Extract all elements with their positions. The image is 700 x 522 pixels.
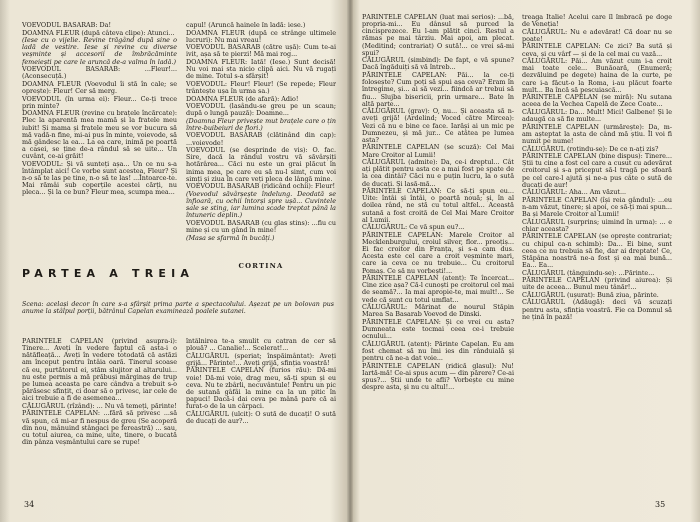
paragraph: PĂRINTELE CAPELAN: Păi... la ce-ți folosește? Cum poți să spui așa ceva? Eram în întregime, și... ai să vezi... fiindcă ar trebui să fiu... Slujba bisericii, prin urmare... Bate în altă parte... <box>362 71 514 108</box>
paragraph: CĂLUGĂRUL: Mărinat de nourul Stăpin Marea Sa Basarab Voevod de Dinski. <box>362 303 514 319</box>
paragraph: CĂLUGĂRUL (tânguindu-se): ...Părinte... <box>522 268 655 277</box>
paragraph: CĂLUGĂRUL (surprins; uimind în urma): ... e chiar aceasta? <box>522 217 672 233</box>
paragraph: DOAMNA FLEUR (după câteva clipe): Atunci... <box>22 28 175 37</box>
paragraph: VOEVODUL BASARAB: Da! <box>22 22 112 29</box>
right-page-column-2 <box>522 14 672 484</box>
paragraph: DOAMNA FLEUR (de afară): Adio! <box>186 94 299 103</box>
paragraph: CĂLUGĂRUL: Ce vă spun eu?... <box>362 223 465 232</box>
page-number: 34 <box>24 500 35 509</box>
paragraph: PĂRINTELE CAPELAN (privind aiurea): Și uite de aceea... Bunul meu tânăr!... <box>522 276 672 292</box>
paragraph: VOEVODUL BASARAB (către ușă): Cum te-ai ivit, așa să te pierzi! Mă mai rog... <box>186 43 336 59</box>
paragraph: PĂRINTELE CAPELAN (bine dispus): Tinere... Știi tu cine a fost cel care a cusut cu adevărat croitorul și s-a priceput să-l tragă pe sfoară pe cel care-l ajută și ne-a pus câte o sută de ducați de aur! <box>522 152 672 189</box>
paragraph: CĂLUGĂRUL (atent): Părinte Capelan. Eu am fost chemat să nu îmi ies din rânduială și pentru că ne-a dat voie... <box>362 339 514 363</box>
paragraph: DOAMNA FLEUR: Iată! (Iese.) Sunt decisă! Nu voi mai sta nicio clipă aici. Nu vă rugați de mine. Totul s-a sfârșit! <box>186 57 336 81</box>
scene-description: Scena: același decor în care s-a sfârșit prima parte a spectacolului. Așezat pe un bolovan pus anume la stâlpul porții, bătrânul Capelan examinează poalele sutanei. <box>22 301 334 316</box>
paragraph: PĂRINTELE CAPELAN (se scuză): Cel Mai Mare Croitor al Lumii! <box>362 143 514 159</box>
page-number: 35 <box>655 500 666 509</box>
paragraph: PĂRINTELE CAPELAN (se miră): Nu sutana aceea de la Vechea Capelă de Zece Coate... <box>522 93 672 109</box>
left-page-column-3 <box>22 338 177 518</box>
paragraph: DOAMNA FLEUR (revine cu brațele încărcate): Plec la aparentă mea mamă și la fratele meu iubit! Și mama și fratele meu se vor bucura să mă vadă-n fine, mi-ai pus în minte, voievode, să mă gândesc la ea... La ea care, inimă pe poartă a casei, se ține de-a rândul să se uite... Un cuvânt, ce-ai grăit! <box>22 109 177 161</box>
paragraph: CĂLUGĂRUL (grav): O, nu... Și aceasta să n-aveți grijă! (Ardelind; Voced către Mircea): Vezi că nu e bine ce face. Iarăși ai un mic pe Dumnezeu, și mă jur... Ce atâtea pe lumea asta? <box>362 107 514 144</box>
paragraph: CĂLUGĂRUL: Nu e adevărat! Că doar nu se poate! <box>522 27 672 43</box>
paragraph: CĂLUGĂRUL: Da... Mult! Mici! Galbene! Și le adaugă ca să fie multe... <box>522 107 672 124</box>
paragraph: capul! (Aruncă hainele în ladă: iese.) <box>186 22 306 29</box>
paragraph: PĂRINTELE CAPELAN: Ce zici? Ba sută și ceva, și cu vârf — și de la cel mai cu vază... <box>522 42 672 58</box>
paragraph: PĂRINTELE CAPELAN (urmărește): Da, m-am așteptat la asta de când mă știu. Îl voi fi numit pe nume! <box>522 122 672 145</box>
left-page-column-2 <box>186 22 336 284</box>
paragraph: PĂRINTELE CAPELAN (ridică glasul): Nu! Iartă-mă! Ce-ai spus acum — din părere? Ce-ai spus?... Știi unde te afli? Vorbește cu mine despre asta, și nu cu altul!... <box>362 361 514 392</box>
stage-direction: (Voevodul săvârșește îndelung. Deodată se înfioară, cu ochii întorși spre ușă... Cuvintele sale se sting, iar lumina scade treptat până la întuneric deplin.) <box>186 189 336 220</box>
paragraph: PĂRINTELE CAPELAN (furios rău): Dă-mi voie! Dă-mi voie, drag meu, să-ți spun și eu ceva. Nu te zbârli, necuvântule! Pentru un pic de sutană gâfâi la mine ca la un pitic în papuci! Dacă-i dai ceva pe mână pare că ai furat-o de la un cârpaci. <box>186 366 336 411</box>
paragraph: PĂRINTELE CAPELAN: ...fără să privesc ...să vă spun, că mi-ar fi nespus de greu (Se acoperă din nou, mânuind stângaci pe fereastră) ... sau, cu totul aiurea, ca mine, uite, tinere, o bucată din pânza veșmântului care se rupe! <box>22 409 177 446</box>
act-title: PARTEA A TREIA <box>22 267 195 280</box>
left-page-column-4 <box>186 338 336 518</box>
paragraph: întâlnirea te-a smulit cu catran de cer să plouă? ... Canalie!... Scelerat!... <box>186 338 336 353</box>
paragraph: CĂLUGĂRUL (ușurat): Bună ziua, părinte. <box>522 290 659 299</box>
paragraph: PĂRINTELE CAPELAN: Ce să-ți spun eu... Uite: întâi și întâi, o poartă nouă; și, în al doilea rând, ne stă cu totul altfel... Această sutană a fost croită de Cel Mai Mare Croitor al Lumii. <box>362 187 514 224</box>
paragraph: VOEVODUL BASARAB (cu glas stins): ...fiu cu mine și cu un gând în mine! <box>186 218 336 235</box>
paragraph: VOEVODUL BASARAB (clătinând din cap): ...voievode! <box>186 131 336 147</box>
paragraph: PĂRINTELE CAPELAN (luat mai serios): ...bă, propria-mi... Eu dânsul să purced la cincisprezece. Eu l-am plătit cinci. Restul a rămas pe mai târziu. Mai apoi, am plecat. (Meditind; contrariat) O sută!... ce vrei să-mi spui? <box>362 14 514 57</box>
paragraph: VOEVODUL BASARAB: ...Fleur!... (Aconsecuță.) <box>22 65 177 81</box>
paragraph: PĂRINTELE CAPELAN (se oprește contrariat; cu chipul ca-n schimb): Da... Ei bine, sunt ceea ce nu trebuia să fie, dar ai dreptate! Ce, Stăpâna noastră ne-a fost și ea mai bună... Ea... Ea... <box>522 232 672 269</box>
paragraph: CĂLUGĂRUL: Aha... Am văzut... <box>522 188 627 197</box>
paragraph: VOEVODUL BASARAB (ridicând ochii): Fleur! <box>186 182 336 191</box>
stage-direction: (Iese cu o vijelie. Revine trăgând după sine o ladă de vestire. Iese și revine cu diverse veșminte și accesorii de îmbrăcăminte femeiești pe care le aruncă de-a valma în ladă.) <box>22 36 177 66</box>
paragraph: CĂLUGĂRUL (simbind): De fapt, e vă spune? Dacă îngăduiți să vă întreb... <box>362 56 514 72</box>
paragraph: DOAMNA FLEUR (după ce strânge ultimele lucruri): Nu mai vreau! <box>186 28 336 44</box>
paragraph: PĂRINTELE CAPELAN: Și ce vrei cu asta? Dumneata este tocmai ceea ce-i trebuie ocnului... <box>362 317 514 341</box>
paragraph: CĂLUGĂRUL (speriat; înspăimântat): Aveți grijă... Părinte!... Aveți grijă, sfinția voastră! <box>186 351 336 367</box>
stage-direction: (Masa se sfarmă în bucăți.) <box>186 233 275 242</box>
paragraph: CĂLUGĂRUL (Adăugă): deci vă scuzați pentru asta, sfinția voastră. Fie ca Domnul să ne țină în pază! <box>522 298 672 321</box>
paragraph: treaga Italie! Acelui care îl îmbracă pe doge de Veneția! <box>522 14 672 29</box>
stage-direction: (Doamna Fleur privește mut brațele care o țin între-buibeiuri de flori.) <box>186 116 336 132</box>
paragraph: DOAMNA FLEUR (Voevodul îi stă în cale; se oprește): Fleur! Cer să merg. <box>22 79 177 95</box>
paragraph: VOEVODUL (se desprinde de vis): O. fac. Sire, dacă la rândul vostru vă săvârșiți hotărârea... Căci nu este un grai plăcut în inima mea, pe care eu să nu-l simt, cum voi simți și ziua în care veți pleca de lângă mine. <box>186 146 336 183</box>
paragraph: CĂLUGĂRUL (ulcit): O sută de ducați! O sută de ducați de aur?... <box>186 409 336 425</box>
paragraph: PĂRINTELE CAPELAN: Marele Croitor al Mecklenburgului, croiul silver, flor... preoțiș... Ei fac croitor din Franța, și s-a cam dus. Acesta este cel care a croit veșminte mari, care ia ceva ce nu trebuie... Cu croitorul Pomaș. Ce să nu vorbești!... <box>362 230 514 275</box>
right-page <box>350 0 700 522</box>
paragraph: VOEVODUL (în urma ei): Fleur... Ce-ți trece prin minte? <box>22 94 177 110</box>
paragraph: PĂRINTELE CAPELAN (privind asupra-i): Tinere... Aveți în vedere faptul că asta-i o nătăfleață... Aveți în vedere totodată că astăzi am început pentru întâia oară. Tinerul scoase că eu, purtătorul ei, stăm slujitor al altarului... nu este permis a mă prăbuși mărginaș de trup pe lumea aceasta pe care cândva a trebuit s-o părăsesc sfințit, ci doar să o privesc, iar cele de aici trebuie a fi de asemenea... <box>22 338 177 403</box>
right-page-column-1 <box>362 14 514 484</box>
left-page-column-1 <box>22 22 177 250</box>
paragraph: VOEVODUL: Fleur! Fleur! (Se repede; Fleur trântește ușa în urma sa.) <box>186 79 336 95</box>
paragraph: CĂLUGĂRUL (rîzând): ... Nu vă temeți, părinte! <box>22 401 177 410</box>
paragraph: CĂLUGĂRUL (admite): Da, ce-i dreptul... Cât ați plătit pentru asta ce a mai fost pe spate de la cea dintâi? Căci nu e puțin lucru, la o sută de ducați. Și lasă-mă... <box>362 158 514 188</box>
paragraph: PĂRINTELE CAPELAN (își reia gândul): ...eu n-am văzut, tinere; și apoi, ce să-ți mai spun... Ba și Marele Croitor al Lumii! <box>522 195 672 219</box>
paragraph: CĂLUGĂRUL (rotindu-se): De ce n-ați zis? <box>522 144 659 153</box>
paragraph: VOEVODUL: Și vă sunteți așa... Un ce nu s-a întâmplat aici! Ce vorbe sunt acestea, Fleur? Și n-o să te las pe tine, n-o să te las! ...Întoarce-te. Mai rămâi sub coperțile acestei cărți, nu pleca... Și la ce bun? Fleur mea, scumpa mea... <box>22 159 177 197</box>
paragraph: CĂLUGĂRUL: Păi... Am văzut cum i-a croit mai toate cele... Bunăoară, (Enumeră; dezvăluind pe degete) haina de la curte, pe care i-a făcut-o la Roma, i-au plăcut foarte mult... Ba încă să pescuiască... <box>522 57 672 94</box>
paragraph: PĂRINTELE CAPELAN (atent): Te încercat... Cine zice așa? Că-l cunoști pe croitorul cel mai de seamă?... Ia mai apropie-te, mai mult!... Se vede că sunt cu totul umflat... <box>362 274 514 304</box>
curtain-label: CORTINA <box>238 262 284 270</box>
paragraph: VOEVODUL (lasându-se greu pe un scaun; după o lungă pauză): Doamne... <box>186 102 336 118</box>
